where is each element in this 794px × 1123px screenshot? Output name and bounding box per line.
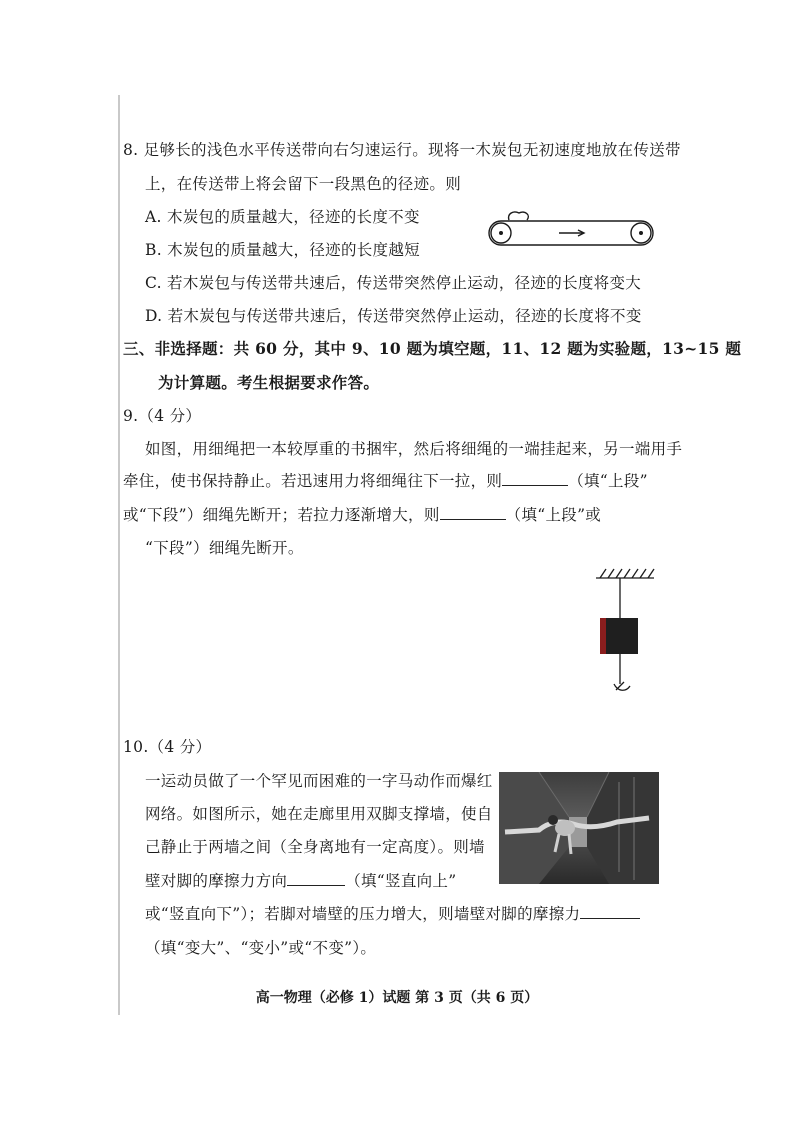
q8-option-c: C. 若木炭包与传送带共速后，传送带突然停止运动，径迹的长度将变大 xyxy=(145,274,642,292)
q10-line4-text: 壁对脚的摩擦力方向 xyxy=(145,872,288,890)
q8-line1: 8. 足够长的浅色水平传送带向右匀速运行。现将一木炭包无初速度地放在传送带 xyxy=(123,141,681,159)
page-edge xyxy=(118,95,120,1015)
q10-line6: （填“变大”、“变小”或“不变”）。 xyxy=(145,939,377,957)
q10-line5 xyxy=(145,902,640,924)
conveyor-belt-figure xyxy=(487,205,657,255)
q10-blank-2[interactable] xyxy=(580,918,640,919)
q9-header: 9.（4 分） xyxy=(123,407,202,425)
section3-line1: 三、非选择题：共 60 分，其中 9、10 题为填空题，11、12 题为实验题，13~15 题 xyxy=(123,339,742,358)
q9-line1: 如图，用细绳把一本较厚重的书捆牢，然后将细绳的一端挂起来，另一端用手 xyxy=(145,440,683,458)
q8-option-b: B. 木炭包的质量越大，径迹的长度越短 xyxy=(145,241,420,259)
section3-line2: 为计算题。考生根据要求作答。 xyxy=(158,373,380,392)
q9-blank-2[interactable] xyxy=(440,519,506,520)
q9-line2-text: 牵住，使书保持静止。若迅速用力将细绳往下一拉，则 xyxy=(123,472,503,490)
q10-header: 10.（4 分） xyxy=(123,738,212,756)
q9-line2-hint: （填“上段” xyxy=(568,472,648,490)
q10-line5-text: 或“竖直向下”）；若脚对墙壁的压力增大，则墙壁对脚的摩擦力 xyxy=(145,905,581,923)
q10-line2: 网络。如图所示，她在走廊里用双脚支撑墙，使自 xyxy=(145,805,493,823)
q10-line3: 己静止于两墙之间（全身离地有一定高度）。则墙 xyxy=(145,838,485,856)
q9-line4: “下段”）细绳先断开。 xyxy=(145,539,304,557)
q9-line3-hint: （填“上段”或 xyxy=(505,506,602,524)
q9-line3 xyxy=(123,503,601,525)
athlete-corridor-photo xyxy=(499,772,659,884)
q9-blank-1[interactable] xyxy=(502,485,568,486)
q10-blank-1[interactable] xyxy=(287,885,345,886)
q8-line2: 上，在传送带上将会留下一段黑色的径迹。则 xyxy=(145,175,462,193)
q8-option-d: D. 若木炭包与传送带共速后，传送带突然停止运动，径迹的长度将不变 xyxy=(145,307,642,325)
q10-line4-hint: （填“竖直向上” xyxy=(345,872,457,890)
q9-line3-text: 或“下段”）细绳先断开；若拉力逐渐增大，则 xyxy=(123,506,440,524)
q9-line2 xyxy=(123,469,648,491)
q8-option-a: A. 木炭包的质量越大，径迹的长度不变 xyxy=(145,208,420,226)
hanging-book-figure xyxy=(590,566,660,696)
q10-line4 xyxy=(145,869,456,891)
q10-line1: 一运动员做了一个罕见而困难的一字马动作而爆红 xyxy=(145,772,493,790)
page-footer: 高一物理（必修 1）试题 第 3 页（共 6 页） xyxy=(255,990,539,1006)
